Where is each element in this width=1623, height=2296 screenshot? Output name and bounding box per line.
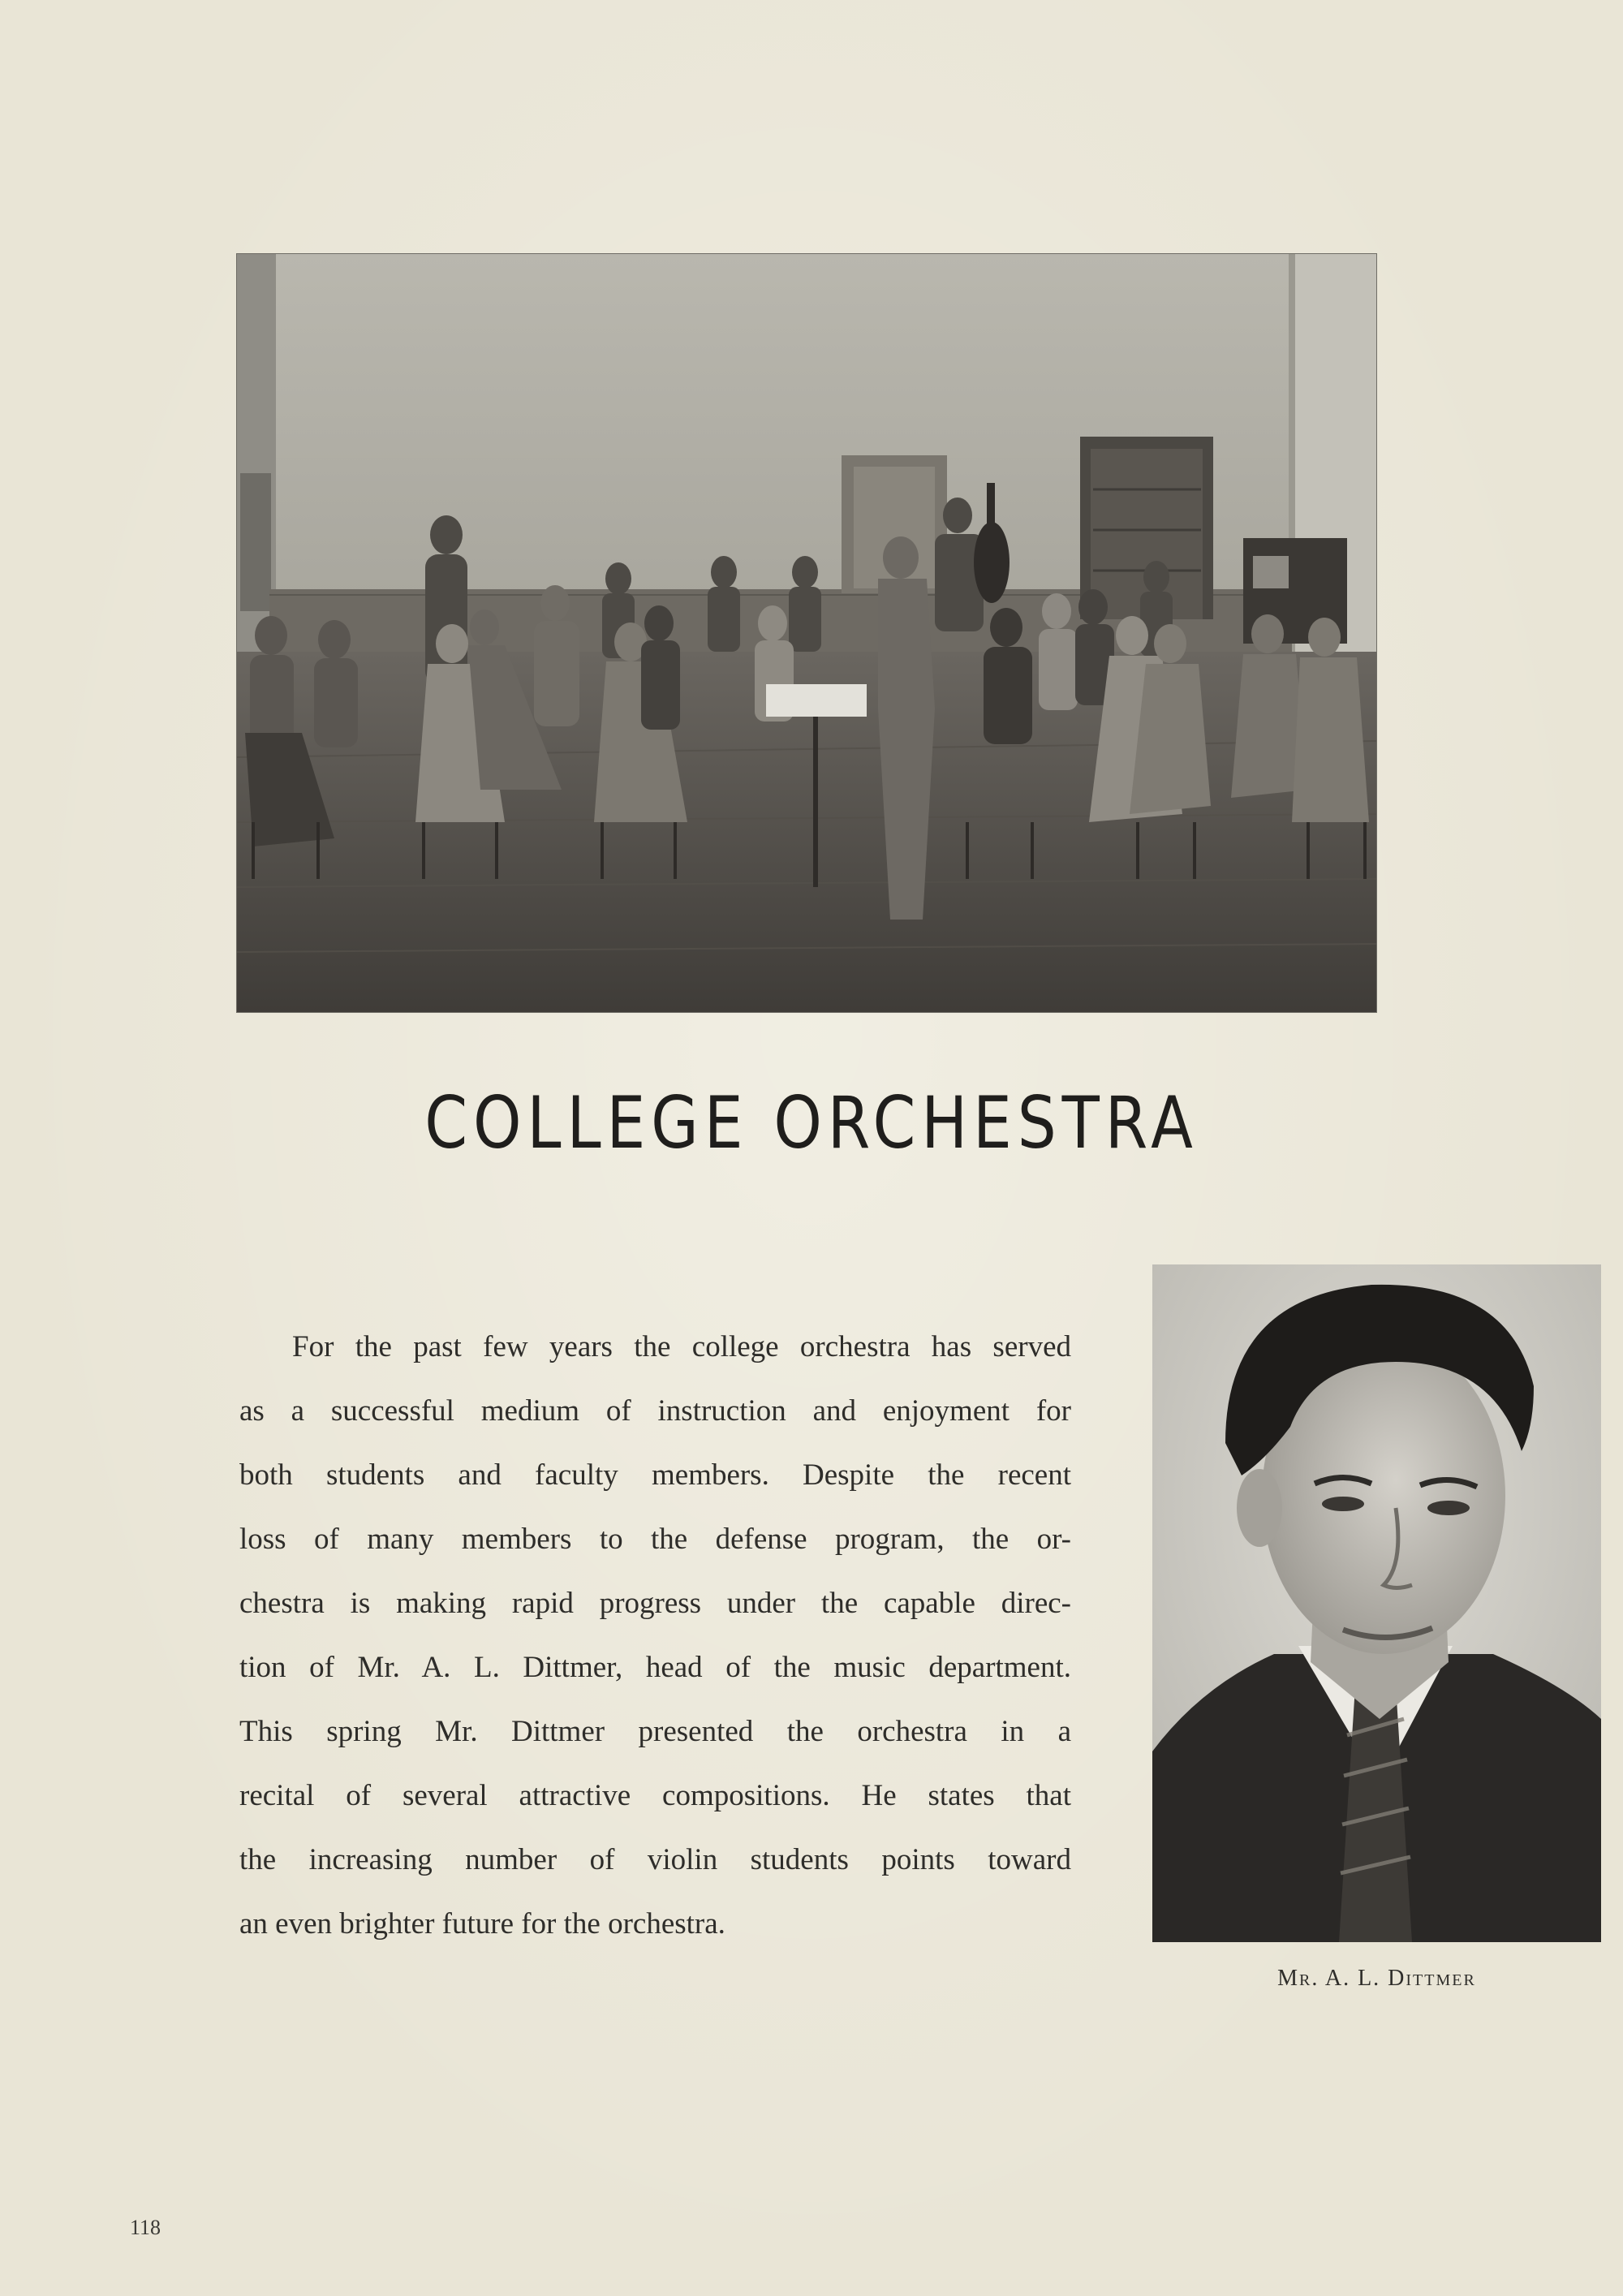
article-line: tion of Mr. A. L. Dittmer, head of the music department. <box>239 1651 1071 1684</box>
article-line: This spring Mr. Dittmer presented the orchestra in a <box>239 1715 1071 1748</box>
page-number: 118 <box>130 2216 161 2239</box>
article-line: For the past few years the college orchestra has served <box>292 1330 1071 1363</box>
orchestra-group-photo <box>237 254 1376 1012</box>
article-line: the increasing number of violin students points toward <box>239 1843 1071 1876</box>
orchestra-photo-illustration <box>237 254 1376 1012</box>
page-title: COLLEGE ORCHESTRA <box>424 1081 1199 1165</box>
article-line: chestra is making rapid progress under the capable direc- <box>239 1587 1071 1620</box>
portrait-caption: Mr. A. L. Dittmer <box>1277 1966 1476 1991</box>
article-body <box>239 1315 1071 1956</box>
portrait-illustration <box>1152 1264 1601 1942</box>
article-line: an even brighter future for the orchestra. <box>239 1907 725 1941</box>
article-line: as a successful medium of instruction and enjoyment for <box>239 1394 1071 1428</box>
article-line: loss of many members to the defense program, the or- <box>239 1523 1071 1556</box>
portrait-photo <box>1152 1264 1601 1942</box>
article-line: both students and faculty members. Despite the recent <box>239 1458 1071 1492</box>
article-line: recital of several attractive compositions. He states that <box>239 1779 1071 1812</box>
